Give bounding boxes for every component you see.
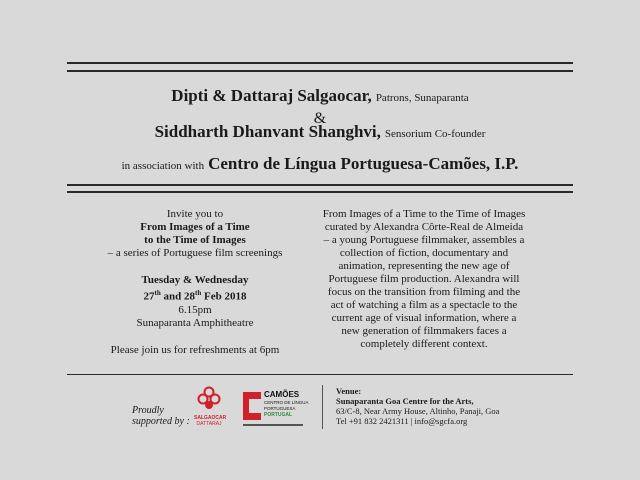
description-line: collection of fiction, documentary and: [339, 247, 509, 259]
camoes-subtitle-2: PORTUGUESA: [264, 406, 296, 411]
description-line: curated by Alexandra Côrte-Real de Almeida: [324, 221, 524, 233]
ampersand: &: [313, 110, 327, 127]
description-line: focus on the transition from filming and the: [327, 286, 521, 298]
description-line: animation, representing the new age of: [338, 260, 510, 272]
salgaocar-logo: [194, 386, 227, 430]
description-line: completely different context.: [360, 338, 488, 350]
description-line: current age of visual information, where a: [331, 312, 517, 324]
camoes-subtitle-1: CENTRO DE LÍNGUA: [264, 400, 309, 405]
venue-address: 63/C-8, Near Army House, Altinho, Panaji, Goa: [336, 406, 500, 416]
venue-label: Venue:: [336, 386, 362, 396]
camoes-c-icon: [243, 392, 261, 420]
patrons-names: Dipti & Dattaraj Salgaocar,: [171, 86, 372, 105]
cofounder-name: Siddharth Dhanvant Shanghvi,: [154, 122, 381, 141]
patrons-role: Patrons, Sunaparanta: [375, 92, 469, 104]
top-rule-1: [67, 62, 573, 64]
salgaocar-text: SALGAOCAR: [194, 415, 227, 421]
association-prefix: in association with: [121, 160, 205, 172]
date-27-suffix: th: [154, 289, 161, 297]
venue-contact: Tel +91 832 2421311 | info@sgcfa.org: [336, 416, 468, 426]
event-time: 6.15pm: [178, 303, 212, 316]
description-line: From Images of a Time to the Time of Images: [322, 208, 526, 220]
salgaocar-emblem-icon: [196, 386, 222, 410]
camoes-base-bar: [243, 424, 303, 426]
camoes-title: CAMÕES: [264, 390, 300, 399]
camoes-portugal: PORTUGAL: [264, 412, 293, 418]
dattaraj-text: DATTARAJ: [196, 421, 222, 427]
date-28-suffix: th: [195, 289, 202, 297]
description-line: – a young Portuguese filmmaker, assembles a: [323, 234, 525, 246]
proudly-line1: Proudly: [132, 405, 164, 416]
proudly-line2: supported by :: [132, 416, 190, 427]
event-venue: Sunaparanta Amphitheatre: [136, 316, 254, 329]
top-rule-2: [67, 70, 573, 72]
cofounder-line: [67, 122, 573, 142]
description-column: [308, 208, 540, 351]
refreshments-note: Please join us for refreshments at 6pm: [110, 343, 280, 356]
footer-divider: [322, 385, 323, 429]
invitation-column: [95, 208, 295, 357]
supported-by-label: [132, 405, 190, 427]
event-title-line1: From Images of a Time: [140, 221, 250, 233]
description-line: Portuguese film production. Alexandra will: [328, 273, 520, 285]
mid-rule-1: [67, 184, 573, 186]
venue-block: [336, 386, 499, 426]
date-month: Feb 2018: [201, 290, 247, 303]
cofounder-role: Sensorium Co-founder: [384, 128, 486, 140]
camoes-logo: [243, 390, 309, 430]
mid-rule-2: [67, 191, 573, 193]
event-subtitle: – a series of Portuguese film screenings: [107, 247, 283, 259]
date-27: 27: [143, 290, 155, 303]
description-line: new generation of filmmakers faces a: [341, 325, 507, 337]
association-name: Centro de Língua Portuguesa-Camões, I.P.: [208, 154, 519, 173]
patrons-line: [67, 86, 573, 106]
event-title-line2: to the Time of Images: [144, 234, 246, 246]
bottom-rule: [67, 374, 573, 375]
event-days: Tuesday & Wednesday: [141, 274, 249, 286]
event-dates: [95, 287, 295, 304]
association-line: [67, 154, 573, 174]
invite-text: Invite you to: [166, 208, 224, 220]
description-line: act of watching a film as a spectacle to the: [330, 299, 518, 311]
venue-name: Sunaparanta Goa Centre for the Arts,: [336, 396, 474, 406]
date-28: and 28: [160, 290, 195, 303]
